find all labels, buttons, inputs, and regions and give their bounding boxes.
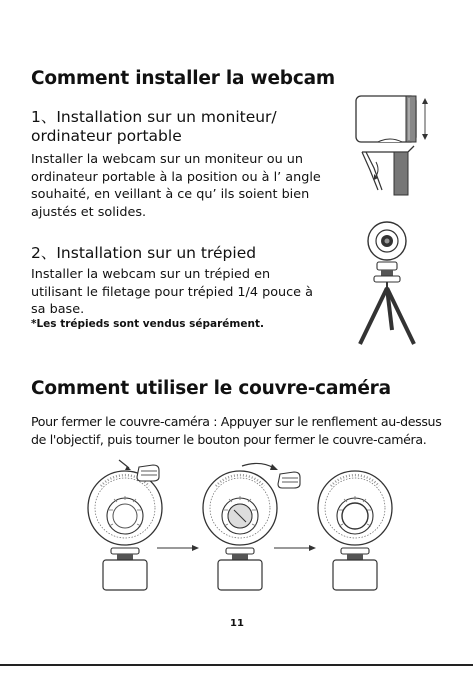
tripod-note: *Les trépieds sont vendus séparément. — [31, 318, 264, 330]
next-step-arrow — [274, 545, 316, 551]
step1-heading-line1: 1、Installation sur un moniteur/ — [31, 108, 277, 126]
step1-body-line: ajustés et solides. — [31, 204, 147, 220]
step2-body-line: Installer la webcam sur un trépied en — [31, 267, 271, 282]
monitor-mount-illustration — [350, 92, 440, 197]
install-section-title: Comment installer la webcam — [31, 68, 335, 89]
step1-body — [31, 151, 321, 221]
next-step-arrow — [157, 545, 199, 551]
step1-body-line: Installer la webcam sur un moniteur ou un — [31, 152, 303, 167]
cover-instructions-line: Pour fermer le couvre-caméra : Appuyer sur le renflement au-dessus — [31, 414, 442, 429]
step2-body — [31, 266, 313, 319]
step2-body-line: sa base. — [31, 302, 85, 317]
step-closed-illustration — [318, 471, 392, 590]
privacy-cover-steps-illustration — [80, 458, 400, 593]
tripod-illustration — [352, 218, 422, 350]
step1-body-line: ordinateur portable à la position ou à l’ angle — [31, 169, 321, 185]
cover-section-title: Comment utiliser le couvre-caméra — [31, 378, 391, 399]
page-bottom-rule — [0, 664, 473, 666]
step2-body-line: utilisant le filetage pour trépied 1/4 pouce à — [31, 284, 313, 300]
cover-instructions — [31, 413, 441, 449]
step-press-illustration — [88, 460, 162, 590]
step-rotate-illustration — [203, 463, 300, 590]
step1-heading-line2: ordinateur portable — [31, 127, 182, 145]
page-number: 11 — [230, 618, 244, 629]
cover-instructions-line: de l'objectif, puis tourner le bouton pour fermer le couvre-caméra. — [31, 432, 427, 447]
step1-body-line: souhaité, en veillant à ce qu’ ils soient bien — [31, 187, 310, 202]
step2-heading: 2、Installation sur un trépied — [31, 244, 257, 262]
